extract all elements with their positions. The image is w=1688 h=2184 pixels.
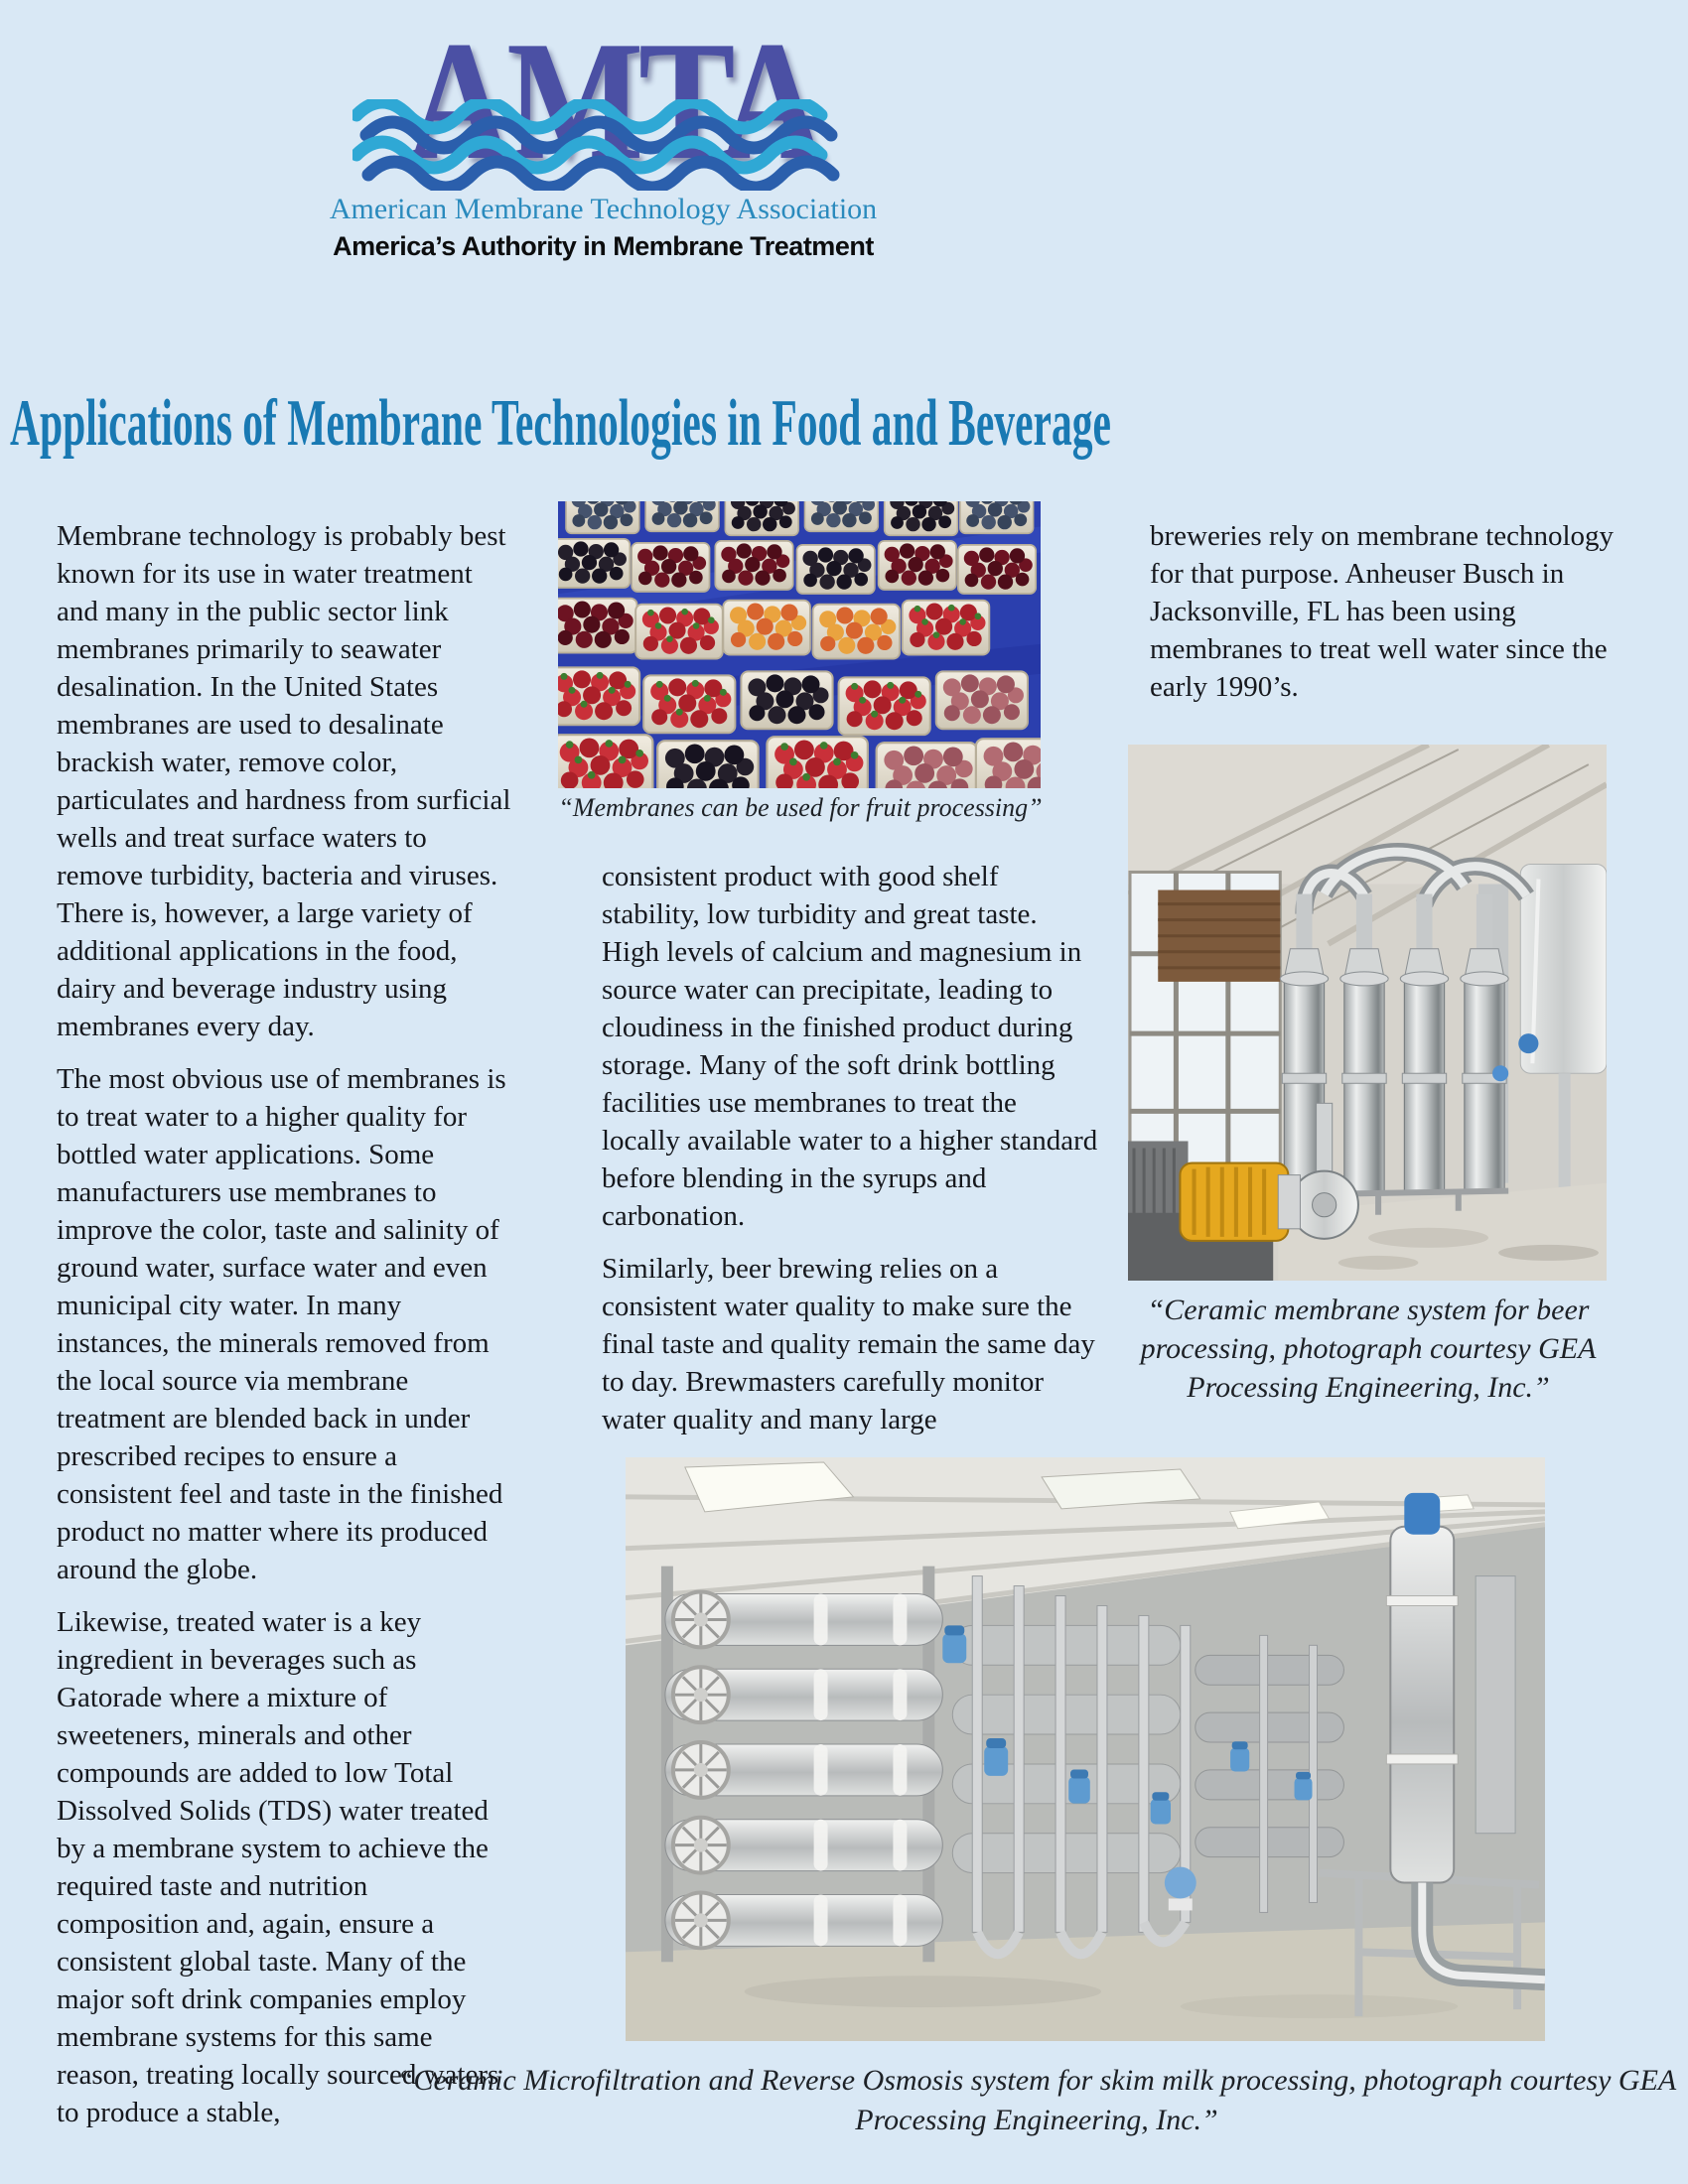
org-name: American Membrane Technology Association xyxy=(329,193,878,225)
ceramic-mf-ro-skim-milk-system-photo xyxy=(626,1457,1545,2041)
middle-column xyxy=(602,858,1098,1453)
page-title xyxy=(10,387,1688,459)
milk-photo-figure xyxy=(626,1457,1545,2041)
beer-photo-caption: “Ceramic membrane system for beer processing, photograph courtesy GEA Processing Engineering, Inc.” xyxy=(1140,1294,1597,1404)
fruit-photo-caption: “Membranes can be used for fruit processing” xyxy=(558,793,1043,822)
ceramic-membrane-beer-system-photo xyxy=(1128,745,1607,1281)
body-paragraph: Likewise, treated water is a key ingredient in beverages such as Gatorade where a mixture of sweeteners, minerals and other compounds are added to low Total Dissolved Solids (TDS) water treated by a membrane system to achieve the required taste and nutrition composition and, again, ensure a consistent global taste. Many of the major soft drink companies employ membrane systems for this same reason, treating locally sourced waters to produce a stable, xyxy=(57,1606,499,2128)
body-paragraph: breweries rely on membrane technology for that purpose. Anheuser Busch in Jacksonville, FL has been using membranes to treat well water since the early 1990’s. xyxy=(1150,520,1615,703)
amta-logo-text: AMTA xyxy=(406,7,819,196)
right-column xyxy=(1150,517,1638,721)
header xyxy=(0,7,1206,262)
left-column xyxy=(57,517,515,2146)
body-paragraph: The most obvious use of membranes is to treat water to a higher quality for bottled water applications. Some manufacturers use membranes to improve the color, taste and salinity of ground water, surface water and even municipal city water. In many instances, the minerals removed from the local source via membrane treatment are blended back in under prescribed recipes to ensure a consistent feel and taste in the finished product no matter where its produced around the globe. xyxy=(57,1063,506,1585)
body-paragraph: consistent product with good shelf stability, low turbidity and great taste. High levels of calcium and magnesium in source water can precipitate, leading to cloudiness in the finished product during storage. Many of the soft drink bottling facilities use membranes to treat the locally available water to a higher standard before blending in the syrups and carbonation. xyxy=(602,861,1098,1232)
body-paragraph: Similarly, beer brewing relies on a consistent water quality to make sure the final taste and quality remain the same day to day. Brewmasters carefully monitor water quality and many large xyxy=(602,1253,1095,1435)
fruit-photo-figure xyxy=(558,501,1041,788)
page-title-text: Applications of Membrane Technologies in Food and Beverage xyxy=(10,386,1111,460)
milk-photo-caption: “Ceramic Microfiltration and Reverse Osmosis system for skim milk processing, photograph courtesy GEA Processing Engineering, Inc.” xyxy=(396,2064,1677,2136)
fruit-baskets-photo xyxy=(558,501,1041,788)
org-tagline: America’s Authority in Membrane Treatment xyxy=(333,231,874,261)
beer-photo-figure xyxy=(1128,745,1607,1281)
body-paragraph: Membrane technology is probably best known for its use in water treatment and many in the public sector link membranes primarily to seawater desalination. In the United States membranes are used to desalinate brackish water, remove color, particulates and hardness from surficial wells and treat surface waters to remove turbidity, bacteria and viruses. There is, however, a large variety of additional applications in the food, dairy and beverage industry using membranes every day. xyxy=(57,520,511,1042)
amta-logo xyxy=(370,7,837,196)
